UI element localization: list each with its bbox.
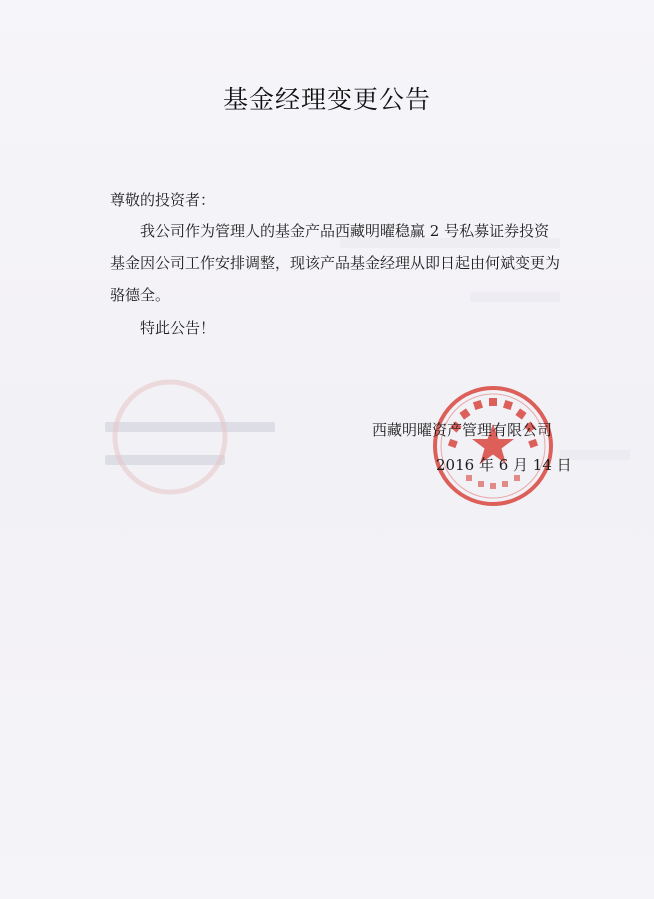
bleed-through-seal <box>100 375 240 500</box>
body-line: 基金因公司工作安排调整，现该产品基金经理从即日起由何斌变更为 <box>110 254 561 272</box>
body-line: 我公司作为管理人的基金产品西藏明曜稳赢 2 号私募证券投资 <box>140 222 550 240</box>
signature-company: 西藏明曜资产管理有限公司 <box>372 421 553 439</box>
page-title: 基金经理变更公告 <box>222 85 431 114</box>
closing-text: 特此公告！ <box>140 319 216 337</box>
signature-date: 2016 年 6 月 14 日 <box>436 456 572 474</box>
body-paragraph <box>110 215 560 311</box>
company-seal-icon <box>430 383 556 509</box>
body-line: 骆德全。 <box>110 286 171 304</box>
salutation: 尊敬的投资者： <box>110 191 216 209</box>
